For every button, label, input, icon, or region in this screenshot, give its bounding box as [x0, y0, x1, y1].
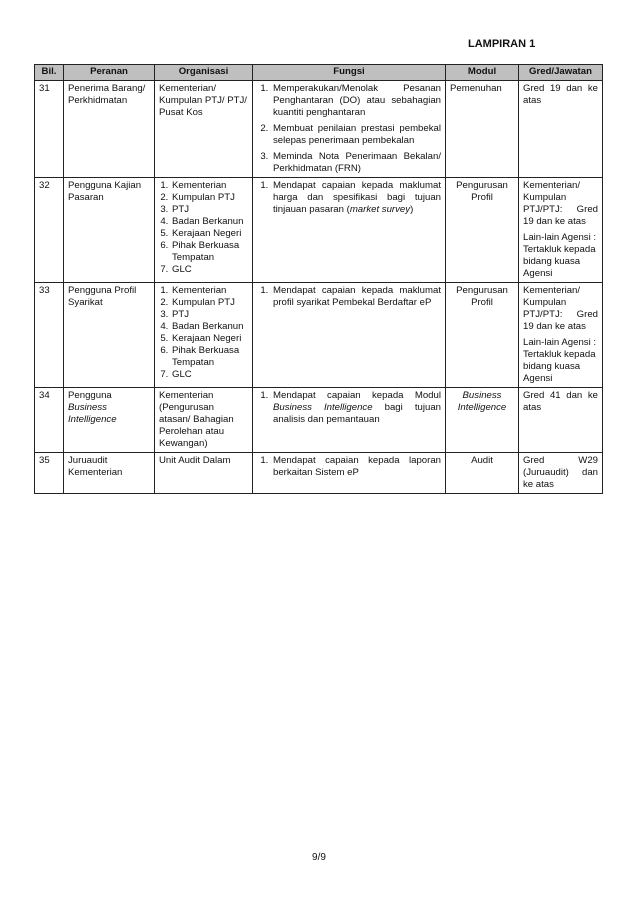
gred-extra-text: Lain-lain Agensi : Tertakluk kepada bidang kuasa Agensi	[523, 337, 597, 384]
column-header-gred: Gred/Jawatan	[519, 65, 603, 81]
cell-modul: Pengurusan Profil	[446, 283, 519, 388]
organisasi-item: 5. Kerajaan Negeri	[171, 333, 248, 345]
column-header-organisasi: Organisasi	[155, 65, 253, 81]
cell-gred: Gred W29 (Juruaudit) dan ke atas	[519, 453, 603, 494]
cell-peranan: Juruaudit Kementerian	[64, 453, 155, 494]
gred-text: Kementerian/ Kumpulan PTJ/PTJ: Gred 19 dan ke atas	[523, 180, 598, 227]
gred-extra-text: Lain-lain Agensi : Tertakluk kepada bidang kuasa Agensi	[523, 232, 597, 279]
peranan-emphasis: Business Intelligence	[68, 402, 117, 425]
cell-peranan: Penerima Barang/ Perkhidmatan	[64, 81, 155, 178]
organisasi-item: 5. Kerajaan Negeri	[171, 228, 248, 240]
organisasi-item: 3. PTJ	[171, 309, 248, 321]
organisasi-item: 7. GLC	[171, 369, 248, 381]
modul-emphasis: Business Intelligence	[457, 390, 507, 413]
cell-gred: Gred 41 dan ke atas	[519, 388, 603, 453]
column-header-peranan: Peranan	[64, 65, 155, 81]
cell-modul	[446, 388, 519, 453]
fungsi-list	[257, 83, 441, 175]
table-header-row	[35, 65, 603, 81]
cell-peranan: Pengguna Kajian Pasaran	[64, 178, 155, 283]
organisasi-item: 7. GLC	[171, 264, 248, 276]
cell-organisasi	[155, 283, 253, 388]
fungsi-text: Mendapat capaian kepada Modul	[273, 390, 441, 401]
cell-gred	[519, 178, 603, 283]
organisasi-list	[159, 180, 248, 276]
organisasi-list	[159, 285, 248, 381]
column-header-modul: Modul	[446, 65, 519, 81]
cell-bil: 32	[35, 178, 64, 283]
cell-modul: Audit	[446, 453, 519, 494]
table-row	[35, 453, 603, 494]
cell-fungsi	[253, 81, 446, 178]
organisasi-item: 2. Kumpulan PTJ	[171, 297, 248, 309]
fungsi-text: Mendapat capaian kepada maklumat harga dan spesifikasi bagi tujuan tinjauan pasaran (	[273, 180, 441, 215]
fungsi-item: 1. Mendapat capaian kepada laporan berkaitan Sistem eP	[271, 455, 441, 479]
gred-text: Kementerian/ Kumpulan PTJ/PTJ: Gred 19 dan ke atas	[523, 285, 598, 332]
fungsi-item: 2. Membuat penilaian prestasi pembekal selepas penerimaan pembekalan	[271, 123, 441, 147]
cell-organisasi: Kementerian (Pengurusan atasan/ Bahagian Perolehan atau Kewangan)	[155, 388, 253, 453]
fungsi-item	[271, 180, 441, 216]
organisasi-item: 1. Kementerian	[171, 285, 248, 297]
cell-bil: 33	[35, 283, 64, 388]
role-table	[34, 64, 603, 494]
peranan-text: Pengguna	[68, 390, 112, 401]
table-row	[35, 178, 603, 283]
cell-fungsi	[253, 388, 446, 453]
lampiran-heading: LAMPIRAN 1	[468, 38, 536, 50]
organisasi-item: 1. Kementerian	[171, 180, 248, 192]
fungsi-item	[271, 390, 441, 426]
cell-peranan	[64, 388, 155, 453]
fungsi-item: 3. Meminda Nota Penerimaan Bekalan/ Perkhidmatan (FRN)	[271, 151, 441, 175]
column-header-fungsi: Fungsi	[253, 65, 446, 81]
cell-bil: 35	[35, 453, 64, 494]
organisasi-item: 4. Badan Berkanun	[171, 321, 248, 333]
cell-gred: Gred 19 dan ke atas	[519, 81, 603, 178]
organisasi-item: 4. Badan Berkanun	[171, 216, 248, 228]
cell-modul: Pemenuhan	[446, 81, 519, 178]
fungsi-item: 1. Memperakukan/Menolak Pesanan Penghantaran (DO) atau sebahagian kuantiti penghantaran	[271, 83, 441, 119]
organisasi-item: 6. Pihak Berkuasa Tempatan	[171, 345, 248, 369]
cell-peranan: Pengguna Profil Syarikat	[64, 283, 155, 388]
fungsi-list	[257, 285, 441, 309]
organisasi-item: 6. Pihak Berkuasa Tempatan	[171, 240, 248, 264]
column-header-bil: Bil.	[35, 65, 64, 81]
cell-modul: Pengurusan Profil	[446, 178, 519, 283]
cell-fungsi	[253, 453, 446, 494]
organisasi-item: 2. Kumpulan PTJ	[171, 192, 248, 204]
fungsi-text-end: )	[410, 204, 414, 215]
cell-organisasi: Kementerian/ Kumpulan PTJ/ PTJ/ Pusat Kos	[155, 81, 253, 178]
fungsi-text-end: bagi tujuan analisis dan pemantauan	[273, 402, 441, 425]
fungsi-item: 1. Mendapat capaian kepada maklumat profil syarikat Pembekal Berdaftar eP	[271, 285, 441, 309]
fungsi-list	[257, 390, 441, 426]
cell-bil: 31	[35, 81, 64, 178]
fungsi-emphasis: Business Intelligence	[273, 402, 373, 413]
fungsi-emphasis: market survey	[349, 204, 411, 215]
page-number: 9/9	[312, 852, 326, 863]
cell-fungsi	[253, 178, 446, 283]
cell-fungsi	[253, 283, 446, 388]
cell-organisasi	[155, 178, 253, 283]
table-row	[35, 81, 603, 178]
cell-bil: 34	[35, 388, 64, 453]
cell-gred	[519, 283, 603, 388]
fungsi-list	[257, 455, 441, 479]
cell-organisasi: Unit Audit Dalam	[155, 453, 253, 494]
organisasi-item: 3. PTJ	[171, 204, 248, 216]
table-row	[35, 283, 603, 388]
table-row	[35, 388, 603, 453]
fungsi-list	[257, 180, 441, 216]
